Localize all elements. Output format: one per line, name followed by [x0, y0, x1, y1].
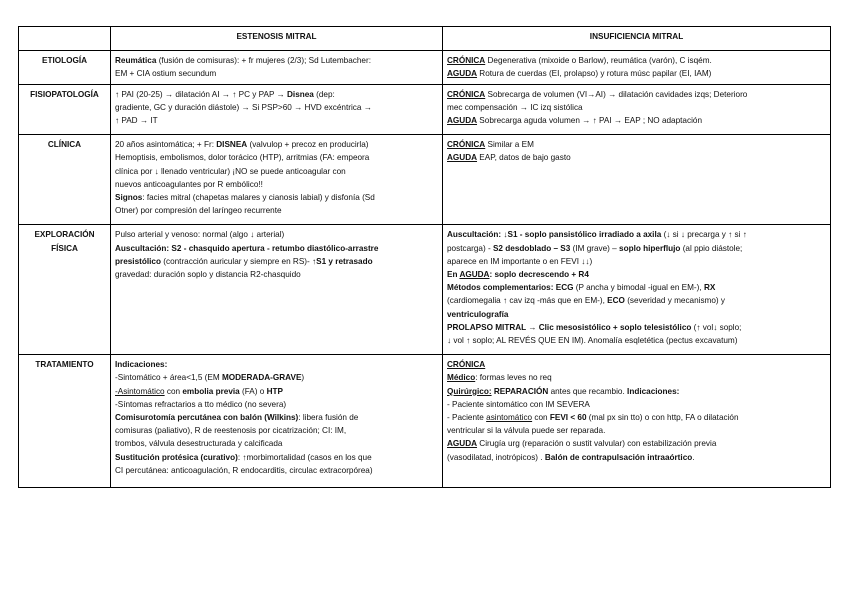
text: con — [164, 386, 183, 396]
row-label-line: FÍSICA — [51, 243, 78, 253]
text: DISNEA — [216, 140, 248, 150]
text: asintomático — [486, 413, 533, 423]
cell-fisiopatologia-em — [111, 84, 443, 135]
comparison-table — [18, 26, 831, 488]
text: Métodos complementarios: ECG — [447, 283, 574, 293]
text: soplo hiperflujo — [619, 243, 681, 253]
text: (vasodilatad, inotrópicos) . — [447, 452, 545, 462]
text: REPARACIÓN — [491, 386, 549, 396]
text: ↑ PAD → IT — [115, 116, 158, 126]
text: presistólico — [115, 256, 161, 266]
text: (fusión de comisuras): + fr mujeres (2/3); Sd Lutembacher: — [156, 56, 371, 66]
text: EM + CIA ostium secundum — [115, 69, 217, 79]
text: FEVI < 60 — [549, 413, 587, 423]
cell-exploracion-im — [443, 225, 831, 355]
text: : formas leves no req — [475, 373, 552, 383]
text: 20 años asintomática; + Fr: — [115, 140, 217, 150]
text: S2 desdoblado – S3 — [492, 243, 571, 253]
text: : soplo decrescendo + R4 — [489, 270, 589, 280]
text: -Síntomas refractarios a tto médico (no severa) — [115, 399, 287, 409]
text: Auscultación: ↓S1 - soplo pansistólico irradiado a axila — [447, 230, 662, 240]
text: (FA) o — [239, 386, 267, 396]
text: - Paciente — [447, 413, 487, 423]
text: ventricular si la válvula puede ser reparada. — [447, 426, 606, 436]
cell-clinica-em — [111, 135, 443, 225]
text: (contracción auricular y siempre en RS)- — [160, 256, 313, 266]
text: (↑ vol↓ soplo; — [691, 322, 742, 332]
header-empty-cell — [19, 27, 111, 51]
row-label-fisiopatologia: FISIOPATOLOGÍA — [19, 84, 111, 135]
text: aparece en IM importante o en FEVI ↓↓) — [447, 256, 593, 266]
text: comisuras (paliativo), R de reestenosis por cicatrización; CI: IM, — [115, 426, 347, 436]
text: -Asintomático — [115, 386, 165, 396]
text: Sobrecarga aguda volumen → ↑ PAI → EAP ; NO adaptación — [477, 116, 703, 126]
text: Comisurotomía percutánea con balón (Wilkins) — [115, 413, 299, 423]
text: - Paciente sintomático con IM SEVERA — [447, 399, 590, 409]
header-insuficiencia-mitral: INSUFICIENCIA MITRAL — [443, 27, 831, 51]
text: Signos — [115, 193, 143, 203]
text: antes que recambio. — [548, 386, 628, 396]
text: ↑ PAI (20-25) → dilatación AI → ↑ PC y PAP → — [115, 89, 287, 99]
text: ECO — [607, 296, 625, 306]
text: Degenerativa (mixoide o Barlow), reumática (varón), C isqém. — [485, 56, 712, 66]
text: . — [692, 452, 695, 462]
row-etiologia — [19, 51, 831, 84]
text: CRÓNICA — [447, 140, 486, 150]
text: Balón de contrapulsación intraaórtico — [544, 452, 693, 462]
text: gradiente, GC y duración diástole) → Si PSP>60 → HVD excéntrica → — [115, 102, 372, 112]
row-label-clinica: CLÍNICA — [19, 135, 111, 225]
text: AGUDA — [447, 439, 478, 449]
text: : ↑morbimortalidad (casos en los que — [237, 452, 372, 462]
text: MODERADA-GRAVE — [221, 373, 302, 383]
row-label-etiologia: ETIOLOGÍA — [19, 51, 111, 84]
row-clinica — [19, 135, 831, 225]
text: ) — [301, 373, 305, 383]
text: CI percutánea: anticoagulación, R endocarditis, circulac extracorpórea) — [115, 465, 373, 475]
text: EAP, datos de bajo gasto — [477, 153, 571, 163]
text: Similar a EM — [485, 140, 534, 150]
text: En — [447, 270, 460, 280]
text: Auscultación: S2 - chasquido apertura - retumbo diastólico-arrastre — [115, 243, 379, 253]
text: (mal px sin tto) o con http, FA o dilatación — [586, 413, 739, 423]
row-exploracion-fisica — [19, 225, 831, 355]
text: Otner) por compresión del laríngeo recurrente — [115, 206, 282, 216]
text: trombos, válvula desestructurada y calcificada — [115, 439, 283, 449]
text: (severidad y mecanismo) y — [624, 296, 726, 306]
row-label-tratamiento: TRATAMIENTO — [19, 355, 111, 488]
text: ↑S1 y retrasado — [312, 256, 373, 266]
row-fisiopatologia — [19, 84, 831, 135]
cell-clinica-im — [443, 135, 831, 225]
cell-etiologia-im — [443, 51, 831, 84]
text: AGUDA — [447, 69, 478, 79]
text: AGUDA — [447, 153, 478, 163]
text: Indicaciones: — [627, 386, 680, 396]
text: (P ancha y bimodal -igual en EM-), — [573, 283, 704, 293]
text: Sobrecarga de volumen (VI→AI) → dilatación cavidades izqs; Deterioro — [485, 89, 748, 99]
text: : libera fusión de — [298, 413, 359, 423]
text: ventriculografía — [447, 309, 509, 319]
text: nuevos anticoagulantes por R embólico!! — [115, 179, 263, 189]
text: CRÓNICA — [447, 89, 486, 99]
text: Hemoptisis, embolismos, dolor torácico (HTP), arritmias (FA: empeora — [115, 153, 370, 163]
text: Pulso arterial y venoso: normal (algo ↓ arterial) — [115, 230, 285, 240]
text: CRÓNICA — [447, 360, 486, 370]
cell-exploracion-em — [111, 225, 443, 355]
cell-fisiopatologia-im — [443, 84, 831, 135]
text: (cardiomegalia ↑ cav izq -más que en EM-), — [447, 296, 608, 306]
text: AGUDA — [447, 116, 478, 126]
text: Sustitución protésica (curativo) — [115, 452, 238, 462]
text: RX — [703, 283, 716, 293]
text: gravedad: duración soplo y distancia R2-chasquido — [115, 270, 301, 280]
text: Cirugía urg (reparación o sustit valvular) con estabilización previa — [477, 439, 717, 449]
text: postcarga) - — [447, 243, 493, 253]
text: PROLAPSO MITRAL → Clic mesosistólico + soplo telesistólico — [447, 322, 692, 332]
header-row — [19, 27, 831, 51]
text: (↓ si ↓ precarga y ↑ si ↑ — [661, 230, 747, 240]
text: Quirúrgico: — [447, 386, 492, 396]
row-label-line: EXPLORACIÓN — [34, 230, 95, 240]
text: Indicaciones: — [115, 360, 168, 370]
cell-etiologia-em — [111, 51, 443, 84]
text: Rotura de cuerdas (EI, prolapso) y rotura músc papilar (EI, IAM) — [477, 69, 712, 79]
text: (IM grave) – — [570, 243, 620, 253]
text: Médico — [447, 373, 476, 383]
text: Disnea — [287, 89, 314, 99]
header-estenosis-mitral: ESTENOSIS MITRAL — [111, 27, 443, 51]
text: (valvulop + precoz en producirla) — [247, 140, 369, 150]
text: : facies mitral (chapetas malares y cianosis labial) y disfonía (Sd — [142, 193, 375, 203]
row-tratamiento — [19, 355, 831, 488]
row-label-exploracion-fisica — [19, 225, 111, 355]
text: clínica por ↓ llenado ventricular) ¡NO se puede anticoagular con — [115, 166, 346, 176]
cell-tratamiento-im — [443, 355, 831, 488]
text: embolia previa — [182, 386, 240, 396]
text: HTP — [266, 386, 283, 396]
text: CRÓNICA — [447, 56, 486, 66]
text: con — [532, 413, 550, 423]
text: ↓ vol ↑ soplo; AL REVÉS QUE EN IM). Anomalía esqletética (pectus excavatum) — [447, 336, 738, 346]
text: (dep: — [313, 89, 335, 99]
text: AGUDA — [459, 270, 490, 280]
text: mec compensación → IC izq sistólica — [447, 102, 583, 112]
text: Reumática — [115, 56, 157, 66]
cell-tratamiento-em — [111, 355, 443, 488]
text: (al ppio diástole; — [680, 243, 743, 253]
text: -Sintomático + área<1,5 (EM — [115, 373, 222, 383]
